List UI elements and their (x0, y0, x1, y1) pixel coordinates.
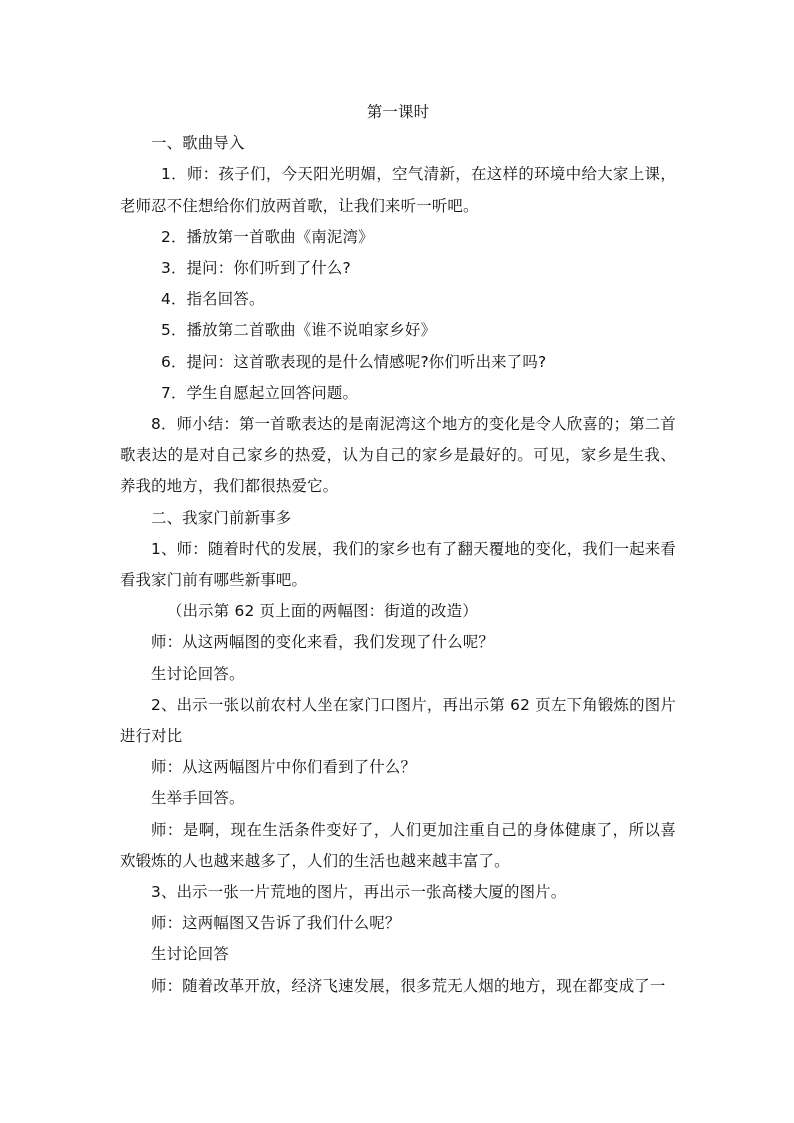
paragraph: 8．师小结：第一首歌表达的是南泥湾这个地方的变化是令人欣喜的；第二首歌表达的是对自己家乡的热爱，认为自己的家乡是最好的。可见，家乡是生我、养我的地方，我们都很热爱它。 (120, 415, 676, 496)
paragraph: 7．学生自愿起立回答问题。 (161, 383, 359, 402)
paragraph: （出示第 62 页上面的两幅图：街道的改造） (167, 602, 478, 621)
paragraph: 4．指名回答。 (161, 290, 265, 309)
document-title: 第一课时 (366, 103, 430, 121)
paragraph: 1、师：随着时代的发展，我们的家乡也有了翻天覆地的变化，我们一起来看看我家门前有哪些新事吧。 (120, 539, 676, 590)
section-heading: 二、我家门前新事多 (151, 508, 292, 527)
paragraph: 3．提问：你们听到了什么? (161, 259, 351, 278)
paragraph: 师：随着改革开放，经济飞速发展，很多荒无人烟的地方，现在都变成了一 (151, 976, 666, 995)
paragraph: 师：从这两幅图片中你们看到了什么？ (151, 758, 417, 777)
paragraph: 2、出示一张以前农村人坐在家门口图片，再出示第 62 页左下角锻炼的图片进行对比 (120, 695, 676, 746)
paragraph: 生举手回答。 (151, 789, 245, 808)
paragraph: 师：这两幅图又告诉了我们什么呢？ (151, 914, 401, 933)
document-body (120, 97, 676, 1002)
section-heading: 一、歌曲导入 (151, 134, 245, 153)
paragraph: 6．提问：这首歌表现的是什么情感呢?你们听出来了吗? (161, 352, 547, 371)
paragraph: 生讨论回答 (151, 945, 229, 964)
paragraph: 师：是啊，现在生活条件变好了，人们更加注重自己的身体健康了，所以喜欢锻炼的人也越来越多了，人们的生活也越来越丰富了。 (120, 820, 676, 870)
paragraph: 3、出示一张一片荒地的图片，再出示一张高楼大厦的图片。 (151, 883, 567, 902)
paragraph: 师：从这两幅图的变化来看，我们发现了什么呢？ (151, 633, 494, 652)
paragraph: 5．播放第二首歌曲《谁不说咱家乡好》 (161, 321, 437, 340)
paragraph-list (120, 128, 676, 1002)
paragraph: 生讨论回答。 (151, 664, 245, 683)
paragraph: 2．播放第一首歌曲《南泥湾》 (161, 227, 374, 246)
paragraph: 1．师：孩子们，今天阳光明媚，空气清新，在这样的环境中给大家上课，老师忍不住想给你们放两首歌，让我们来听一听吧。 (120, 165, 676, 215)
